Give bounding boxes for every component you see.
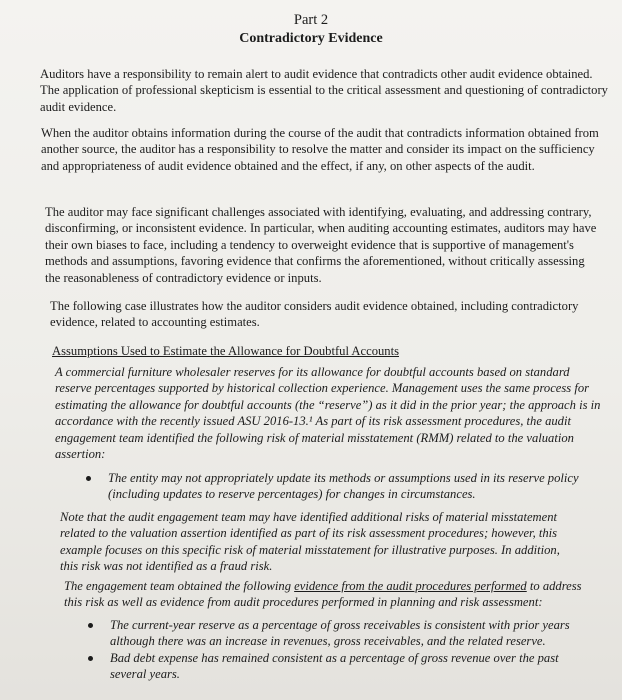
evidence-text: The current-year reserve as a percentage of gross receivables is consistent with prior years although there was an increase in revenues, gross receivables, and the related reserve. <box>110 618 570 649</box>
paragraph-contradiction: When the auditor obtains information during the course of the audit that contradicts information obtained from another source, the auditor has a responsibility to resolve the matter and consider its impact on the sufficiency and appropriateness of audit evidence obtained and the effect, if any, on other aspects of the audit. <box>41 126 599 173</box>
case-heading: Assumptions Used to Estimate the Allowance for Doubtful Accounts <box>52 344 399 358</box>
part-label: Part 2 <box>293 12 329 28</box>
risk-text: The entity may not appropriately update its methods or assumptions used in its reserve policy (including updates to reserve percentages) for changes in circumstances. <box>108 471 579 502</box>
bullet-icon <box>86 476 91 481</box>
list-item <box>88 617 588 650</box>
evidence-link-text: evidence from the audit procedures performed <box>294 579 527 593</box>
section-title: Contradictory Evidence <box>239 31 383 46</box>
paragraph-case-intro: The following case illustrates how the auditor considers audit evidence obtained, including contradictory evidence, related to accounting estimates. <box>50 299 579 330</box>
list-item <box>88 650 588 683</box>
evidence-intro-text: The engagement team obtained the following <box>64 579 295 593</box>
list-item <box>86 470 586 503</box>
evidence-text: Bad debt expense has remained consistent as a percentage of gross revenue over the past several years. <box>110 650 559 682</box>
case-note: Note that the audit engagement team may have identified additional risks of material misstatement related to the valuation assertion identified as part of its risk assessment procedures; however, this example focuses on this specific risk of material misstatement for illustrative purposes. In addition, this risk was not identified as a fraud risk. <box>60 510 560 574</box>
evidence-intro-rest: to address this risk as well as evidence from audit procedures performed in planning and risk assessment: <box>64 579 582 610</box>
evidence-intro <box>64 578 590 611</box>
risk-list <box>86 470 586 503</box>
evidence-list <box>88 617 588 683</box>
case-description: A commercial furniture wholesaler reserves for its allowance for doubtful accounts based on standard reserve percentages supported by historical collection experience. Management uses the same process for estimating the allowance for doubtful accounts (the “reserve”) as it did in the prior year; the approach is in accordance with the recently issued ASU 2016-13.¹ As part of its risk assessment procedures, the audit engagement team identified the following risk of material misstatement (RMM) related to the valuation assertion: <box>55 365 601 462</box>
paragraph-responsibility: Auditors have a responsibility to remain alert to audit evidence that contradicts other audit evidence obtained. The application of professional skepticism is essential to the critical assessment and questioning of contradictory audit evidence. <box>40 67 608 114</box>
bullet-icon <box>88 623 93 628</box>
paragraph-challenges: The auditor may face significant challenges associated with identifying, evaluating, and addressing contrary, disconfirming, or inconsistent evidence. In particular, when auditing accounting estimates, auditors may have their own biases to face, including a tendency to overweight evidence that is supportive of management's methods and assumptions, favoring evidence that confirms the aforementioned, without critically assessing the reasonableness of contradictory evidence or inputs. <box>45 205 597 285</box>
bullet-icon <box>88 656 93 661</box>
